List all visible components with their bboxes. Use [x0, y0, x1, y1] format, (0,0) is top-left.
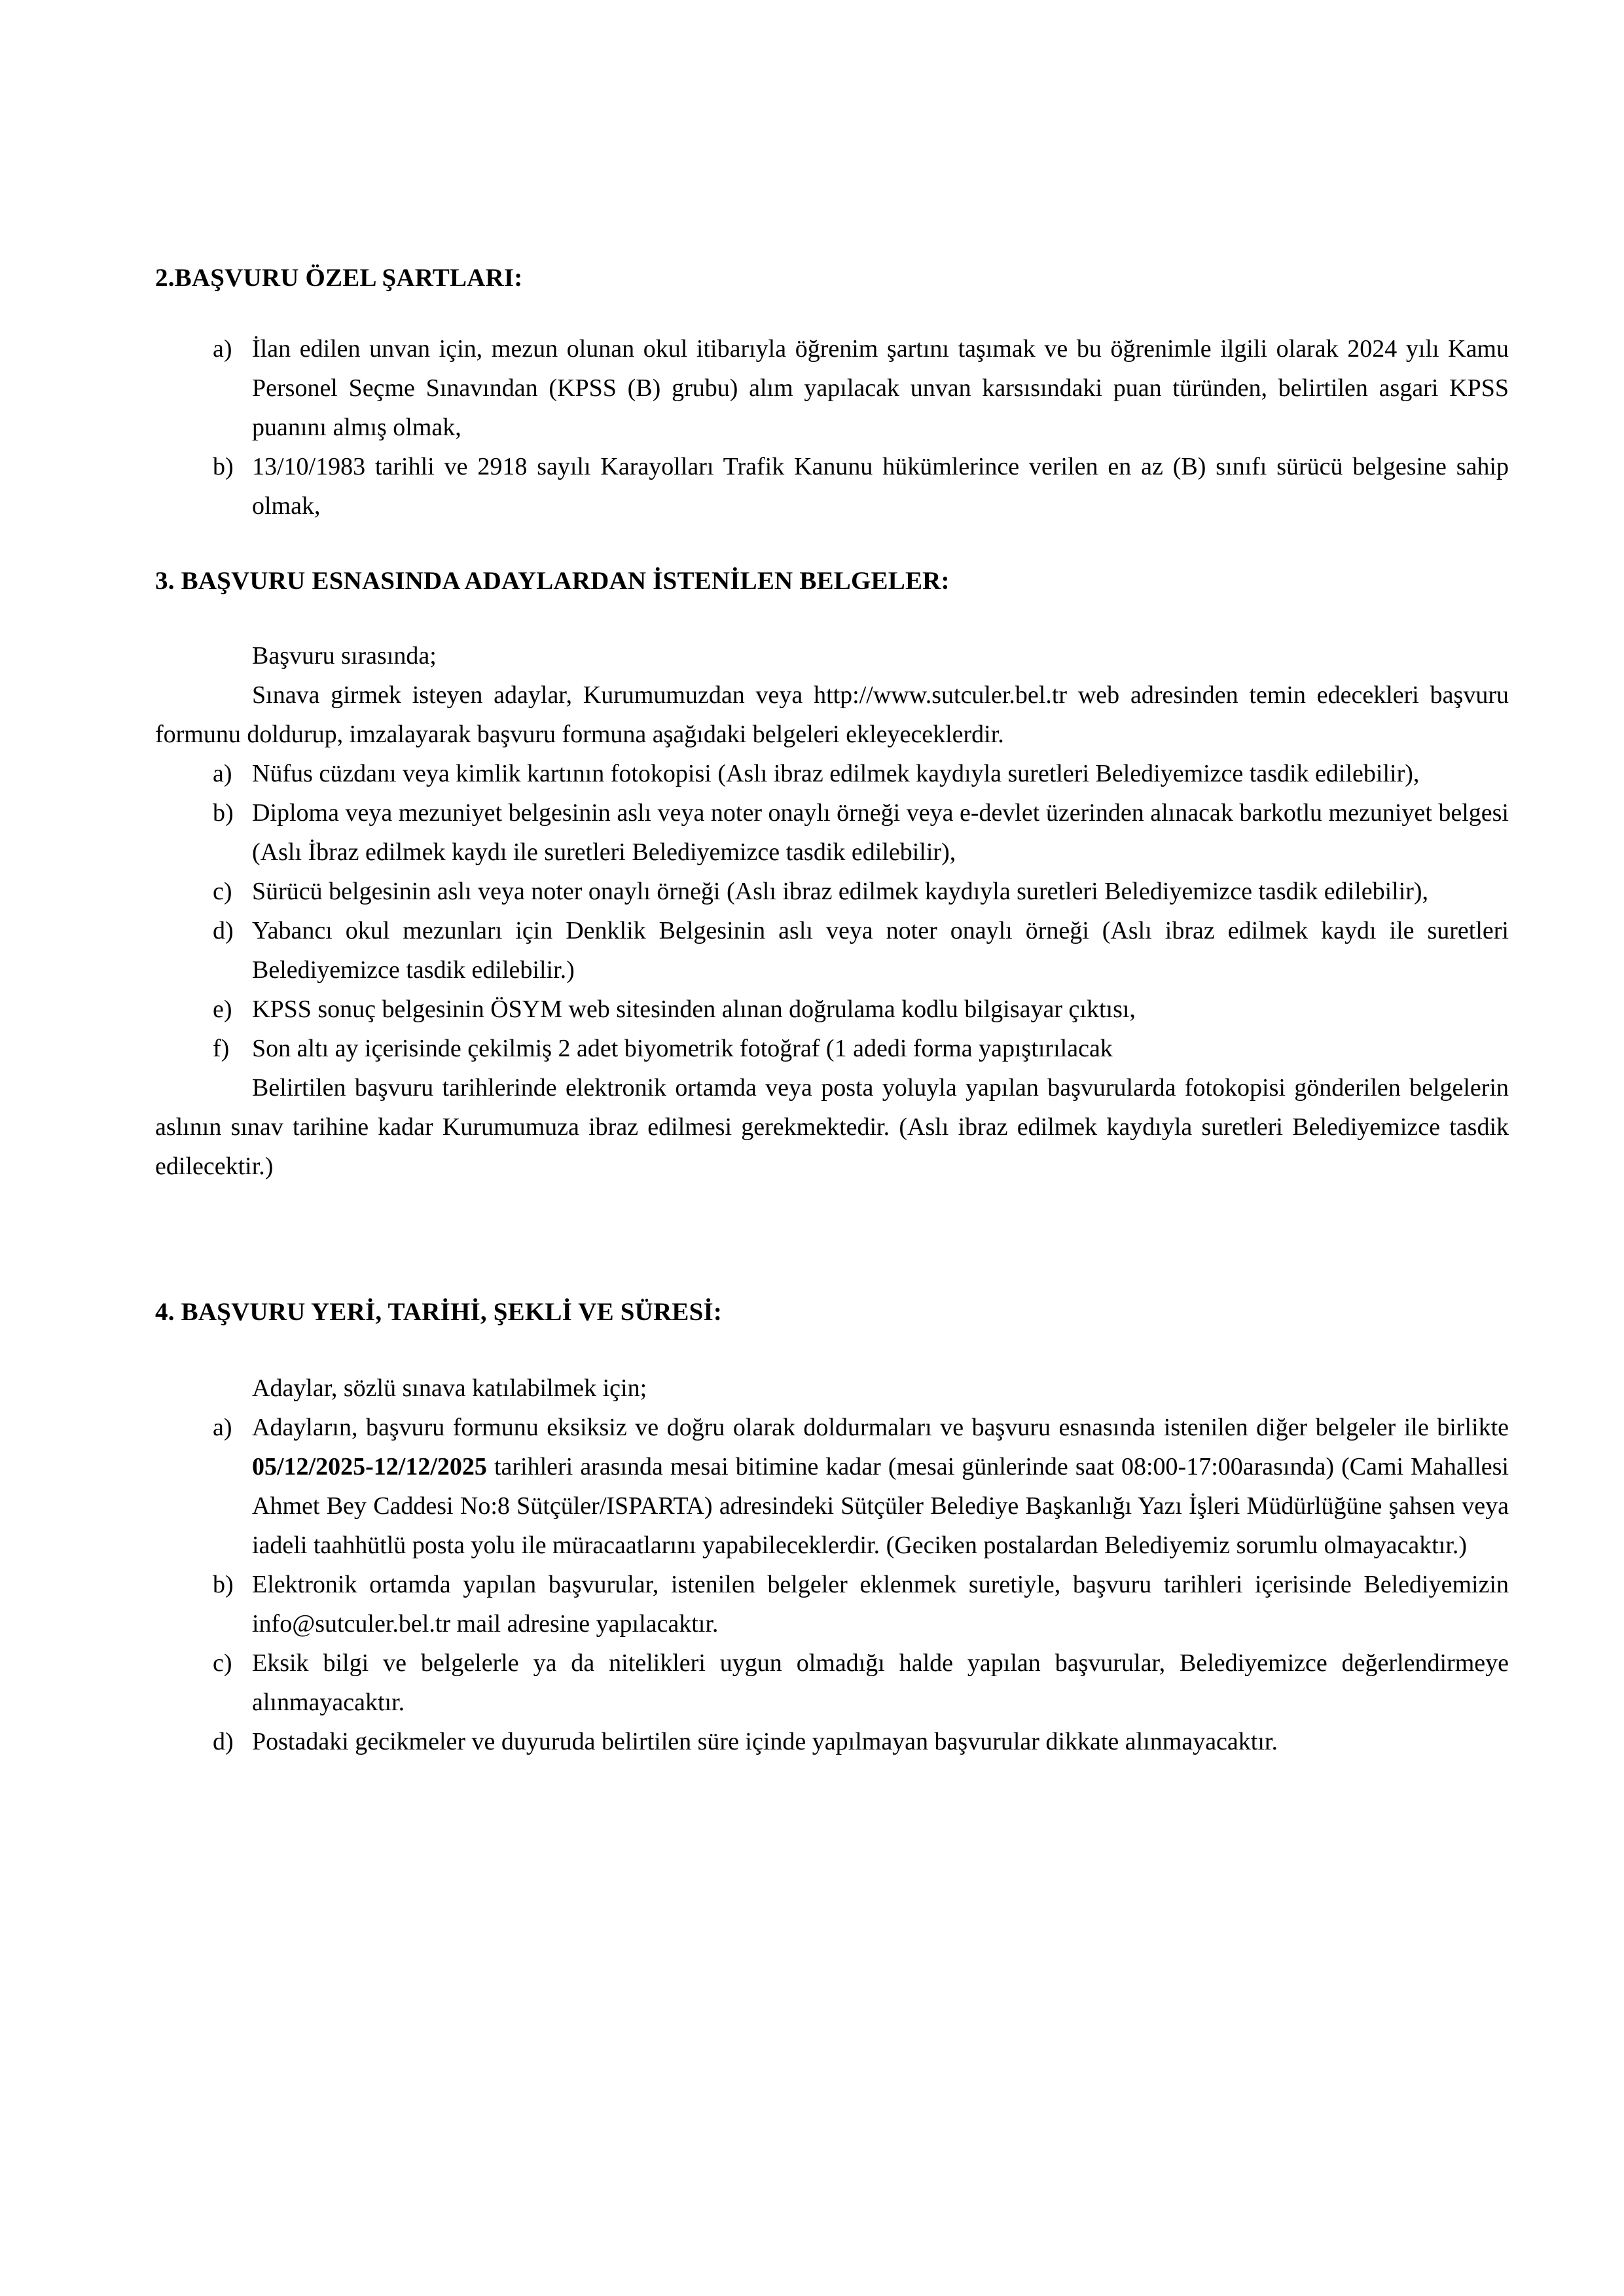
required-documents-intro-line-1: Başvuru sırasında; [252, 641, 437, 670]
required-documents-intro-line-2: Sınava girmek isteyen adaylar, Kurumumuzdan veya http://www.sutculer.bel.tr web adresinden temin edecekleri başvuru formunu doldurup, imzalayarak başvuru formuna aşağıdaki belgeleri ekleyeceklerdir. [155, 681, 1509, 748]
list-required-documents [155, 754, 1509, 1068]
list-application-place [155, 1408, 1509, 1761]
list-item-text: Nüfus cüzdanı veya kimlik kartının fotokopisi (Aslı ibraz edilmek kaydıyla suretleri Belediyemizce tasdik edilebilir), [252, 759, 1420, 787]
heading-special-conditions: 2.BAŞVURU ÖZEL ŞARTLARI: [155, 264, 523, 292]
document-content [155, 262, 1509, 1761]
list-item-text: KPSS sonuç belgesinin ÖSYM web sitesinden alınan doğrulama kodlu bilgisayar çıktısı, [252, 995, 1136, 1023]
list-item [155, 1643, 1509, 1722]
spacer [155, 1186, 1509, 1296]
spacer [155, 1329, 1509, 1369]
list-marker: e) [213, 995, 232, 1023]
list-marker: d) [213, 916, 234, 944]
list-item [155, 447, 1509, 526]
spacer [155, 295, 1509, 329]
list-item-text: 13/10/1983 tarihli ve 2918 sayılı Karayolları Trafik Kanunu hükümlerince verilen en az (B) sınıfı sürücü belgesine sahip olmak, [252, 452, 1509, 520]
list-item [155, 1029, 1509, 1068]
application-place-intro-line: Adaylar, sözlü sınava katılabilmek için; [252, 1374, 647, 1402]
list-marker: c) [213, 877, 232, 905]
list-item [155, 1408, 1509, 1565]
spacer [155, 598, 1509, 636]
list-item-text: Sürücü belgesinin aslı veya noter onaylı örneği (Aslı ibraz edilmek kaydıyla suretleri Belediyemizce tasdik edilebilir), [252, 877, 1429, 905]
list-item [155, 793, 1509, 872]
heading-application-place: 4. BAŞVURU YERİ, TARİHİ, ŞEKLİ VE SÜRESİ: [155, 1297, 723, 1326]
list-marker: a) [213, 759, 232, 787]
list-item [155, 990, 1509, 1029]
list-item [155, 1722, 1509, 1761]
spacer [155, 526, 1509, 565]
list-marker: d) [213, 1727, 234, 1755]
list-item [155, 754, 1509, 793]
list-item-text: Diploma veya mezuniyet belgesinin aslı veya noter onaylı örneği veya e-devlet üzerinden alınacak barkotlu mezuniyet belgesi (Aslı İbraz edilmek kaydı ile suretleri Belediyemizce tasdik edilebilir), [252, 798, 1509, 866]
list-item-text [252, 1408, 1509, 1565]
list-item-text: Son altı ay içerisinde çekilmiş 2 adet biyometrik fotoğraf (1 adedi forma yapıştırılacak [252, 1034, 1113, 1062]
list-marker: a) [213, 334, 232, 363]
list-item [155, 911, 1509, 990]
list-item [155, 872, 1509, 911]
list-item-text: Elektronik ortamda yapılan başvurular, istenilen belgeler eklenmek suretiyle, başvuru tarihleri içerisinde Belediyemizin info@sutculer.bel.tr mail adresine yapılacaktır. [252, 1570, 1509, 1638]
list-marker: b) [213, 798, 234, 827]
list-item [155, 329, 1509, 447]
list-item-text: Postadaki gecikmeler ve duyuruda belirtilen süre içinde yapılmayan başvurular dikkate alınmayacaktır. [252, 1727, 1278, 1755]
list-marker: b) [213, 1570, 234, 1598]
list-item [155, 1565, 1509, 1643]
list-marker: b) [213, 452, 234, 480]
list-item-text: İlan edilen unvan için, mezun olunan okul itibarıyla öğrenim şartını taşımak ve bu öğrenimle ilgili olarak 2024 yılı Kamu Personel Seçme Sınavından (KPSS (B) grubu) alım yapılacak unvan karsısındaki puan türünden, belirtilen asgari KPSS puanını almış olmak, [252, 334, 1509, 441]
list-marker: f) [213, 1034, 230, 1062]
list-marker: c) [213, 1649, 232, 1677]
application-item-text-before-dates: Adayların, başvuru formunu eksiksiz ve doğru olarak doldurmaları ve başvuru esnasında istenilen diğer belgeler ile birlikte [252, 1413, 1509, 1441]
list-item-text: Eksik bilgi ve belgelerle ya da nitelikleri uygun olmadığı halde yapılan başvurular, Belediyemizce değerlendirmeye alınmayacaktır. [252, 1649, 1509, 1716]
required-documents-closing-paragraph: Belirtilen başvuru tarihlerinde elektronik ortamda veya posta yoluyla yapılan başvurularda fotokopisi gönderilen belgelerin aslının sınav tarihine kadar Kurumumuza ibraz edilmesi gerekmektedir. (Aslı ibraz edilmek kaydıyla suretleri Belediyemizce tasdik edilecektir.) [155, 1073, 1509, 1180]
list-special-conditions [155, 329, 1509, 526]
list-marker: a) [213, 1413, 232, 1441]
application-dates: 05/12/2025-12/12/2025 [252, 1452, 487, 1480]
heading-required-documents: 3. BAŞVURU ESNASINDA ADAYLARDAN İSTENİLEN BELGELER: [155, 566, 950, 595]
list-item-text: Yabancı okul mezunları için Denklik Belgesinin aslı veya noter onaylı örneği (Aslı ibraz edilmek kaydı ile suretleri Belediyemizce tasdik edilebilir.) [252, 916, 1509, 984]
application-item-text-after-dates: tarihleri arasında mesai bitimine kadar (mesai günlerinde saat 08:00-17:00arasında) (Cami Mahallesi Ahmet Bey Caddesi No:8 Sütçüler/ISPARTA) adresindeki Sütçüler Belediye Başkanlığı Yazı İşleri Müdürlüğüne şahsen veya iadeli taahhütlü posta yolu ile müracaatlarını yapabileceklerdir. (Geciken postalardan Belediyemiz sorumlu olmayacaktır.) [252, 1452, 1509, 1559]
